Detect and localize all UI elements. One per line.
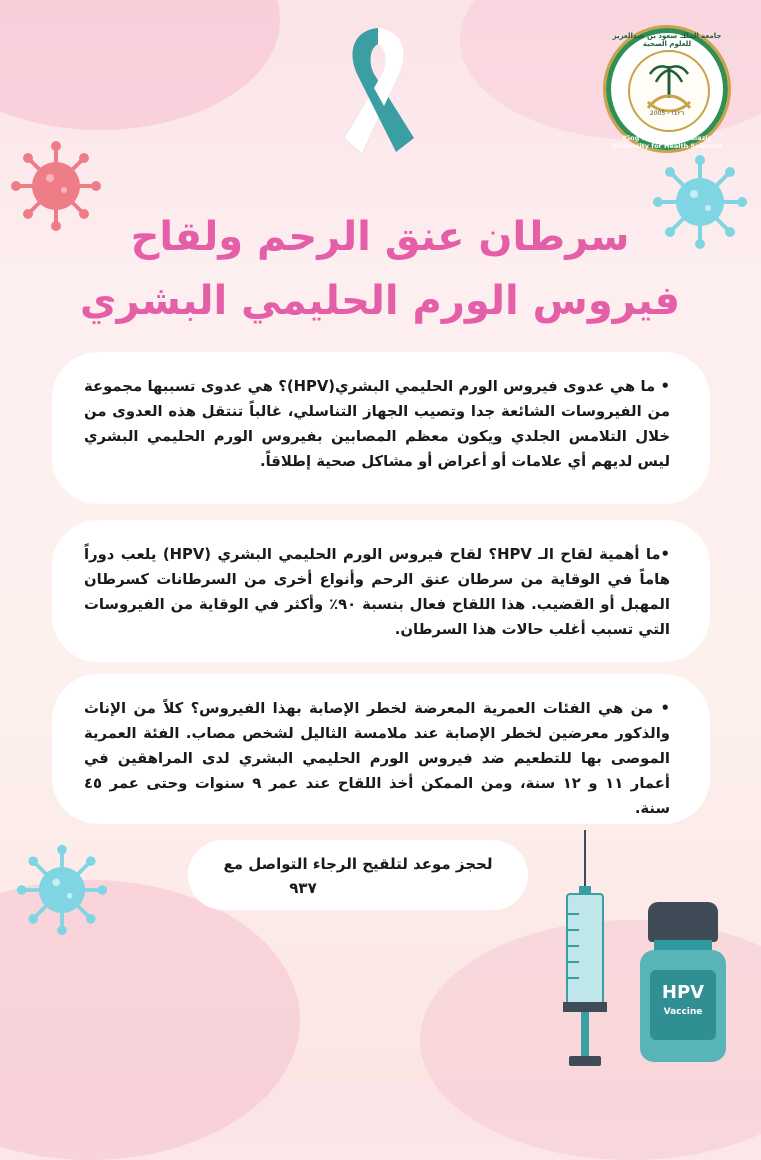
info-card-age-groups: [52, 674, 710, 824]
vial-label: [650, 970, 716, 1040]
logo-years: 2005 - ١٤٢٦: [649, 110, 685, 117]
appointment-contact-box: [188, 840, 528, 910]
contact-number: ٩٣٧: [289, 879, 317, 897]
info-card-vaccine-importance: [52, 520, 710, 662]
syringe-icon: [545, 830, 625, 1075]
page-title-line-1: سرطان عنق الرحم ولقاح: [130, 214, 630, 260]
vial-cap: [648, 902, 718, 942]
vaccine-vial: [640, 902, 726, 1062]
vial-label-hpv: HPV: [661, 982, 705, 1003]
logo-emblem: [628, 50, 710, 132]
university-logo: [603, 25, 731, 153]
logo-arabic-name: جامعة الملك سعود بن عبدالعزيز للعلوم الصحية: [612, 32, 722, 48]
info-card-text: • من هي الفئات العمرية المعرضة لخطر الإصابة بهذا الفيروس؟ كلاً من الإناث والذكور معرضين لخطر الإصابة عند ملامسة الثاليل لشخص مصاب. الفئة العمرية الموصى بها للتطعيم ضد فيروس الورم الحليمي البشري لدى المراهقين في أعمار ١١ و ١٢ سنة، ومن الممكن أخذ اللقاح عند عمر ٩ سنوات وحتى عمر ٤٥ سنة.: [84, 700, 670, 817]
cyan-virus-icon-bottom: [14, 842, 110, 938]
awareness-ribbon-icon: [318, 18, 438, 178]
background-blob-top-left: [0, 0, 280, 130]
page-title-line-2: فيروس الورم الحليمي البشري: [79, 278, 681, 324]
info-card-what-is-hpv: [52, 352, 710, 504]
info-card-text: •ما أهمية لقاح الـ HPV؟ لقاح فيروس الورم الحليمي البشري (HPV) يلعب دوراً هاماً في الوقاية من سرطان عنق الرحم وأنواع أخرى من السرطانات كسرطان المهبل أو القضيب. هذا اللقاح فعال بنسبة ٩٠٪ وأكثر في الوقاية من الفيروسات التي تسبب أغلب حالات هذا السرطان.: [84, 546, 670, 638]
logo-english-name: King Saud bin Abdulaziz University for Health Sciences: [611, 134, 723, 150]
info-card-text: • ما هي عدوى فيروس الورم الحليمي البشري(HPV)؟ هي عدوى تسببها مجموعة من الفيروسات الشائعة جدا وتصيب الجهاز التناسلي، غالباً تنتقل هذه العدوى من خلال التلامس الجلدي ويكون معظم المصابين بفيروس الورم الحليمي البشري ليس لديهم أي علامات أو أعراض أو مشاكل صحية إطلاقاً.: [84, 378, 671, 470]
contact-text: لحجز موعد لتلقيح الرجاء التواصل مع: [223, 855, 493, 873]
vial-label-vaccine: Vaccine: [663, 1007, 703, 1017]
palm-swords-icon: [630, 52, 708, 130]
